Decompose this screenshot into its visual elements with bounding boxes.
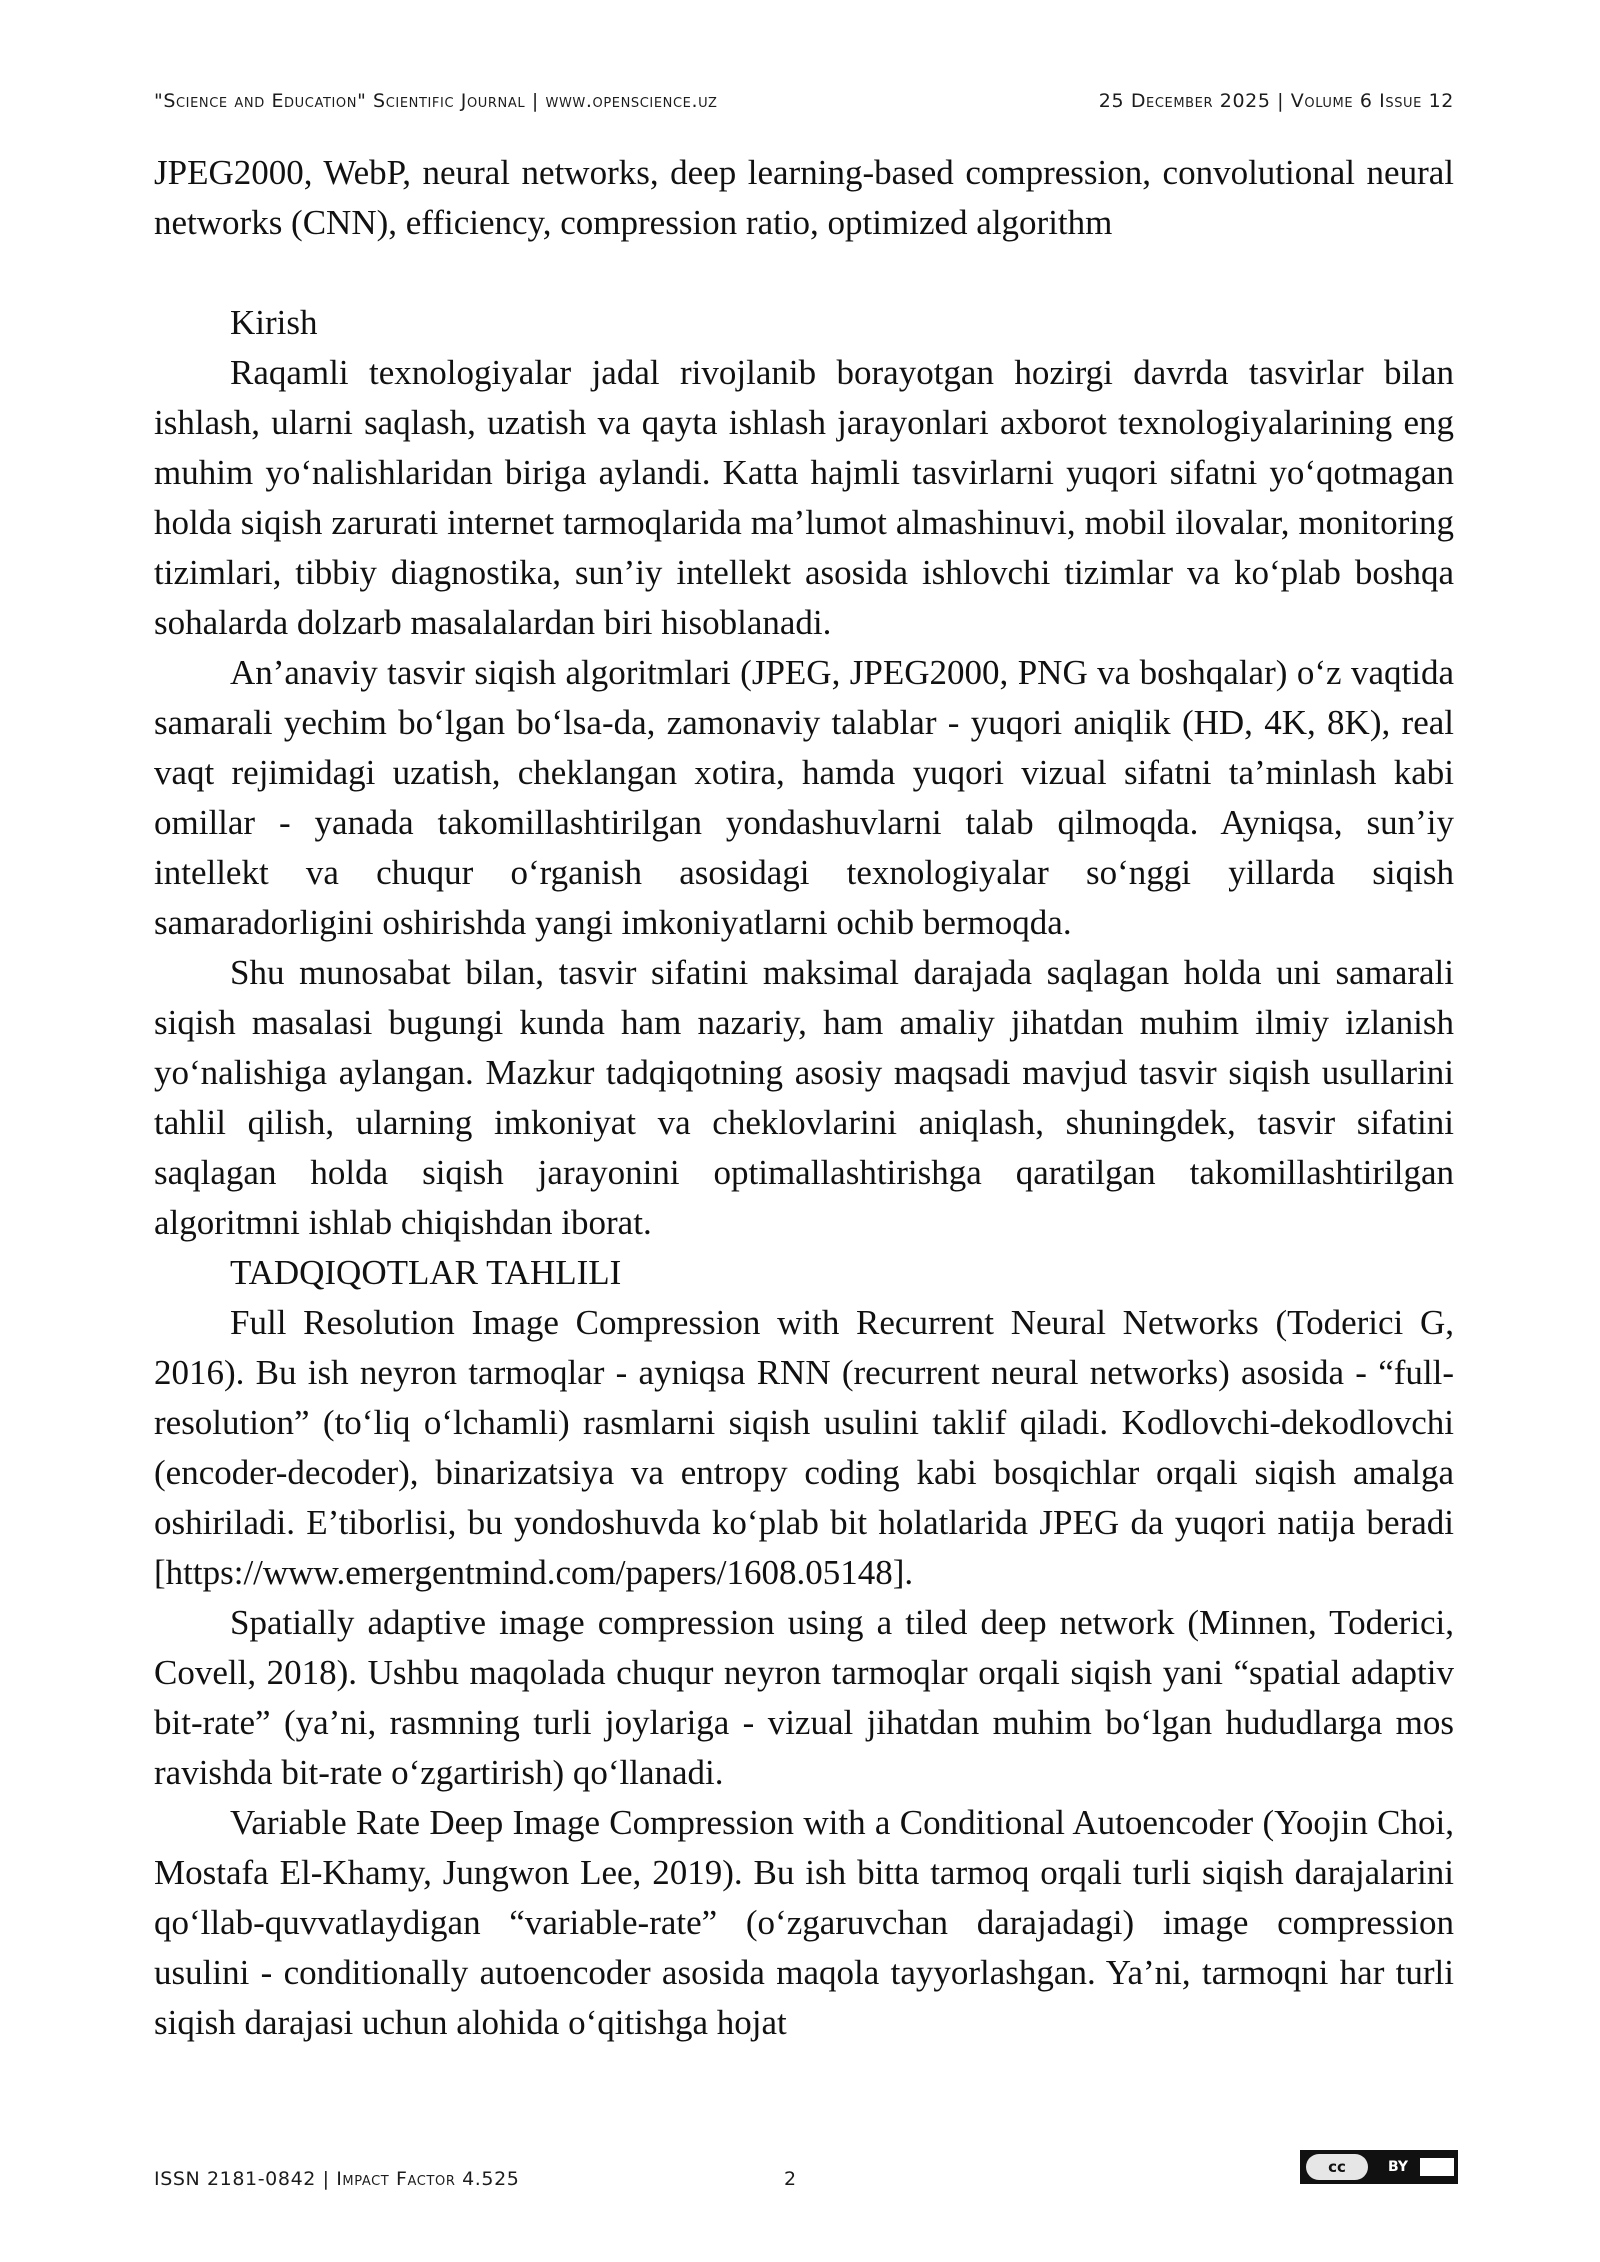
cc-by-license-icon: [1300, 2150, 1458, 2184]
paragraph: Full Resolution Image Compression with Recurrent Neural Networks (Toderici G, 2016). Bu ish neyron tarmoqlar - ayniqsa RNN (recurrent neural networks) asosida - “full-resolution” (to‘liq o‘lchamli) rasmlarni siqish usulini taklif qiladi. Kodlovchi-dekodlovchi (encoder-decoder), binarizatsiya va entropy coding kabi bosqichlar orqali siqish amalga oshiriladi. E’tiborlisi, bu yondoshuvda ko‘plab bit holatlarida JPEG da yuqori natija beradi [https://www.emergentmind.com/papers/1608.05148].: [154, 1303, 1454, 1592]
paragraph: Variable Rate Deep Image Compression with a Conditional Autoencoder (Yoojin Choi, Mostafa El-Khamy, Jungwon Lee, 2019). Bu ish bitta tarmoq orqali turli siqish darajalarini qo‘llab-quvvatlaydigan “variable-rate” (o‘zgaruvchan darajadagi) image compression usulini - conditionally autoencoder asosida maqola tayyorlashgan. Ya’ni, tarmoqni har turli siqish darajasi uchun alohida o‘qitishga hojat: [154, 1803, 1454, 2042]
issue-info: 25 December 2025 | Volume 6 Issue 12: [1098, 90, 1454, 112]
journal-title: "Science and Education" Scientific Journal | www.openscience.uz: [154, 90, 718, 112]
cc-badge-strip: [1420, 2158, 1454, 2176]
cc-by-label: BY: [1387, 2159, 1409, 2175]
keywords-continuation: JPEG2000, WebP, neural networks, deep learning-based compression, convolutional neural networks (CNN), efficiency, compression ratio, optimized algorithm: [154, 153, 1454, 242]
paragraph-spacer: [154, 248, 1454, 298]
section-heading-research: TADQIQOTLAR TAHLILI: [230, 1253, 622, 1292]
issn-impact-factor: ISSN 2181-0842 | Impact Factor 4.525: [154, 2168, 520, 2190]
article-body: [154, 148, 1454, 2048]
paragraph: An’anaviy tasvir siqish algoritmlari (JPEG, JPEG2000, PNG va boshqalar) o‘z vaqtida samarali yechim bo‘lgan bo‘lsa-da, zamonaviy talablar - yuqori aniqlik (HD, 4K, 8K), real vaqt rejimidagi uzatish, cheklangan xotira, hamda yuqori vizual sifatni ta’minlash kabi omillar - yanada takomillashtirilgan yondashuvlarni talab qilmoqda. Ayniqsa, sun’iy intellekt va chuqur o‘rganish asosidagi texnologiyalar so‘nggi yillarda siqish samaradorligini oshirishda yangi imkoniyatlarni ochib bermoqda.: [154, 653, 1454, 942]
paragraph: Raqamli texnologiyalar jadal rivojlanib borayotgan hozirgi davrda tasvirlar bilan ishlash, ularni saqlash, uzatish va qayta ishlash jarayonlari axborot texnologiyalarining eng muhim yo‘nalishlaridan biriga aylandi. Katta hajmli tasvirlarni yuqori sifatni yo‘qotmagan holda siqish zarurati internet tarmoqlarida ma’lumot almashinuvi, mobil ilovalar, monitoring tizimlari, tibbiy diagnostika, sun’iy intellekt asosida ishlovchi tizimlar va ko‘plab boshqa sohalarda dolzarb masalalardan biri hisoblanadi.: [154, 353, 1454, 642]
running-header: [154, 90, 1454, 124]
running-footer: [154, 2168, 1454, 2198]
section-heading-kirish: Kirish: [230, 303, 318, 342]
paragraph: Shu munosabat bilan, tasvir sifatini maksimal darajada saqlagan holda uni samarali siqish masalasi bugungi kunda ham nazariy, ham amaliy jihatdan muhim ilmiy izlanish yo‘nalishiga aylangan. Mazkur tadqiqotning asosiy maqsadi mavjud tasvir siqish usullarini tahlil qilish, ularning imkoniyat va cheklovlarini aniqlash, shuningdek, tasvir sifatini saqlagan holda siqish jarayonini optimallashtirishga qaratilgan takomillashtirilgan algoritmni ishlab chiqishdan iborat.: [154, 953, 1454, 1242]
cc-logo: cc: [1306, 2154, 1368, 2180]
paragraph: Spatially adaptive image compression using a tiled deep network (Minnen, Toderici, Covell, 2018). Ushbu maqolada chuqur neyron tarmoqlar orqali siqish yani “spatial adaptiv bit-rate” (ya’ni, rasmning turli joylariga - vizual jihatdan muhim bo‘lgan hududlarga mos ravishda bit-rate o‘zgartirish) qo‘llanadi.: [154, 1603, 1454, 1792]
page-number: 2: [784, 2168, 797, 2190]
